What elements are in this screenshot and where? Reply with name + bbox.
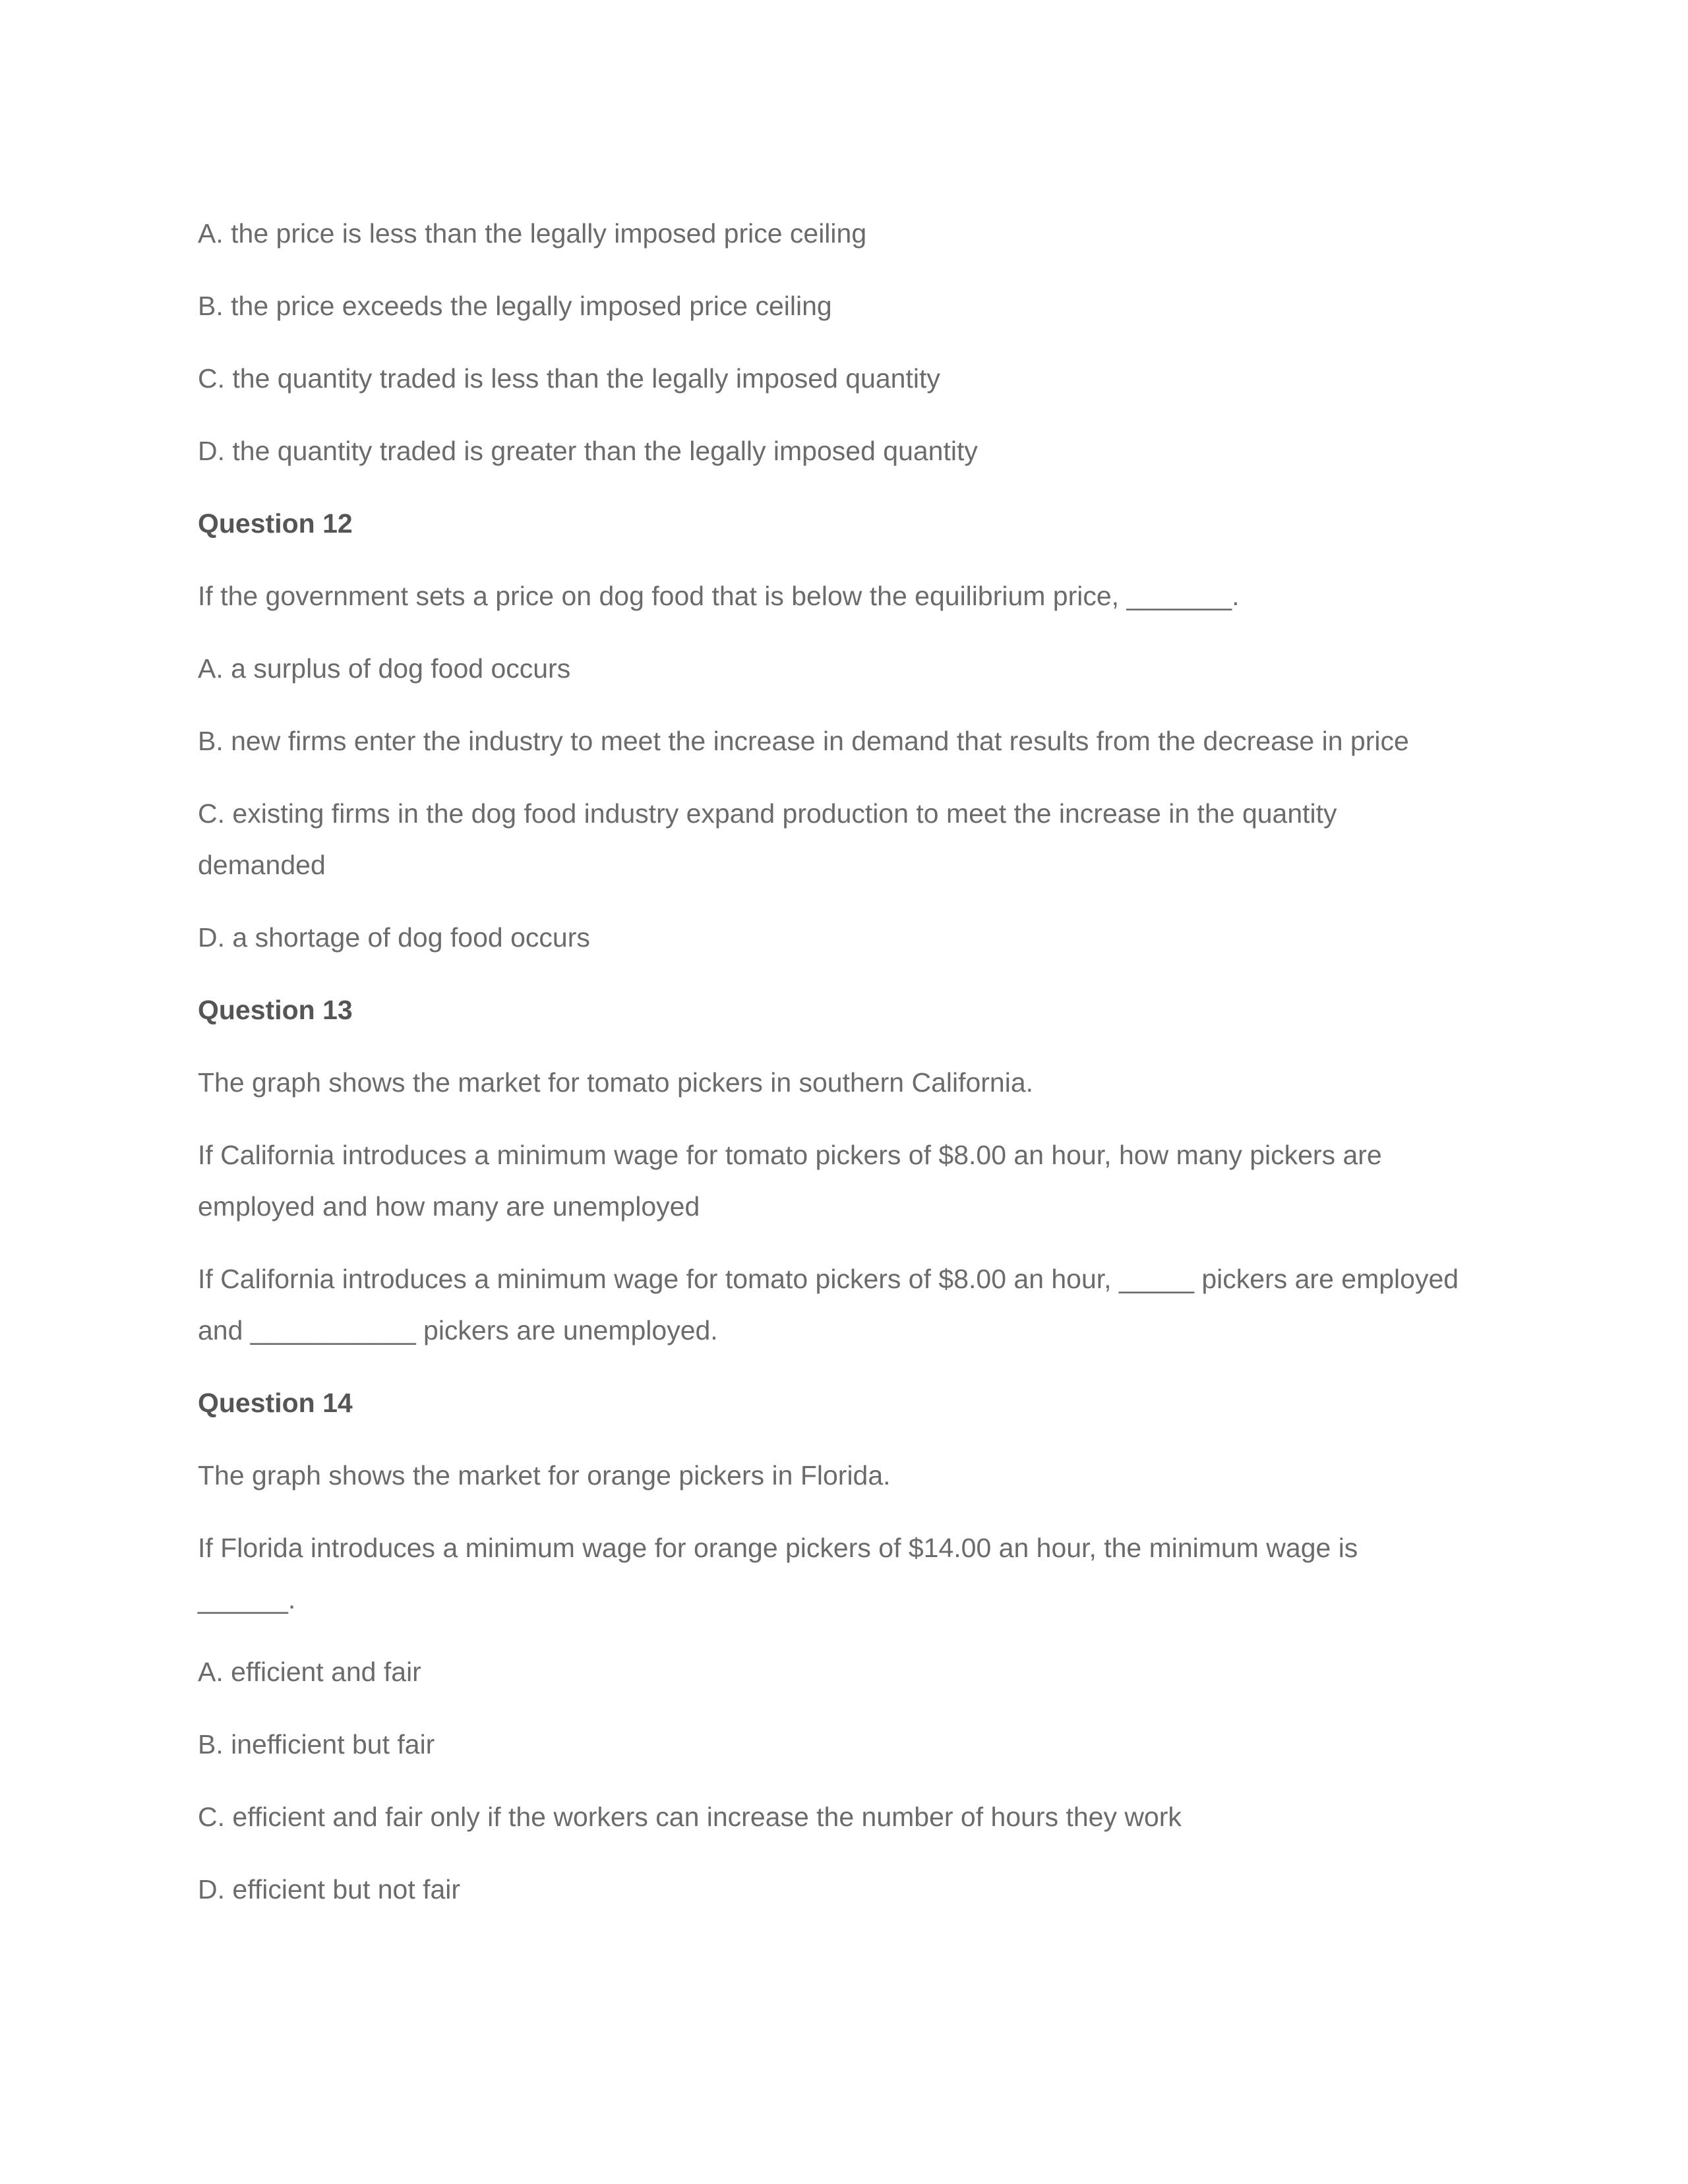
- q11-option-d: D. the quantity traded is greater than the legally imposed quantity: [198, 436, 978, 466]
- q12-option-b: B. new firms enter the industry to meet the increase in demand that results from the decrease in price: [198, 726, 1409, 756]
- q12-prompt: If the government sets a price on dog food that is below the equilibrium price, _______.: [198, 581, 1240, 611]
- q11-option-b: B. the price exceeds the legally imposed price ceiling: [198, 291, 832, 321]
- q14-question-line-1: If Florida introduces a minimum wage for orange pickers of $14.00 an hour, the minimum wage is: [198, 1533, 1358, 1563]
- q12-option-c-continued: demanded: [198, 850, 326, 880]
- q11-option-c: C. the quantity traded is less than the legally imposed quantity: [198, 363, 940, 394]
- q13-question-line-1: If California introduces a minimum wage for tomato pickers of $8.00 an hour, how many pickers are: [198, 1140, 1382, 1170]
- q14-option-c: C. efficient and fair only if the workers can increase the number of hours they work: [198, 1802, 1182, 1832]
- q13-intro: The graph shows the market for tomato pickers in southern California.: [198, 1067, 1034, 1098]
- q11-option-a: A. the price is less than the legally imposed price ceiling: [198, 218, 867, 249]
- q14-heading: Question 14: [198, 1388, 353, 1418]
- q13-fill-blank-line-1: If California introduces a minimum wage for tomato pickers of $8.00 an hour, _____ pickers are employed: [198, 1264, 1459, 1294]
- q13-fill-blank-line-2: and ___________ pickers are unemployed.: [198, 1315, 718, 1345]
- q14-option-d: D. efficient but not fair: [198, 1874, 461, 1904]
- q14-option-a: A. efficient and fair: [198, 1657, 421, 1687]
- q13-question-line-2: employed and how many are unemployed: [198, 1191, 700, 1222]
- q12-heading: Question 12: [198, 508, 353, 539]
- q13-heading: Question 13: [198, 995, 353, 1025]
- q14-option-b: B. inefficient but fair: [198, 1729, 435, 1759]
- q12-option-c: C. existing firms in the dog food industry expand production to meet the increase in the quantity: [198, 798, 1337, 829]
- q14-intro: The graph shows the market for orange pickers in Florida.: [198, 1460, 891, 1490]
- q14-question-line-2: ______.: [198, 1584, 296, 1614]
- q12-option-d: D. a shortage of dog food occurs: [198, 922, 590, 953]
- q12-option-a: A. a surplus of dog food occurs: [198, 653, 571, 684]
